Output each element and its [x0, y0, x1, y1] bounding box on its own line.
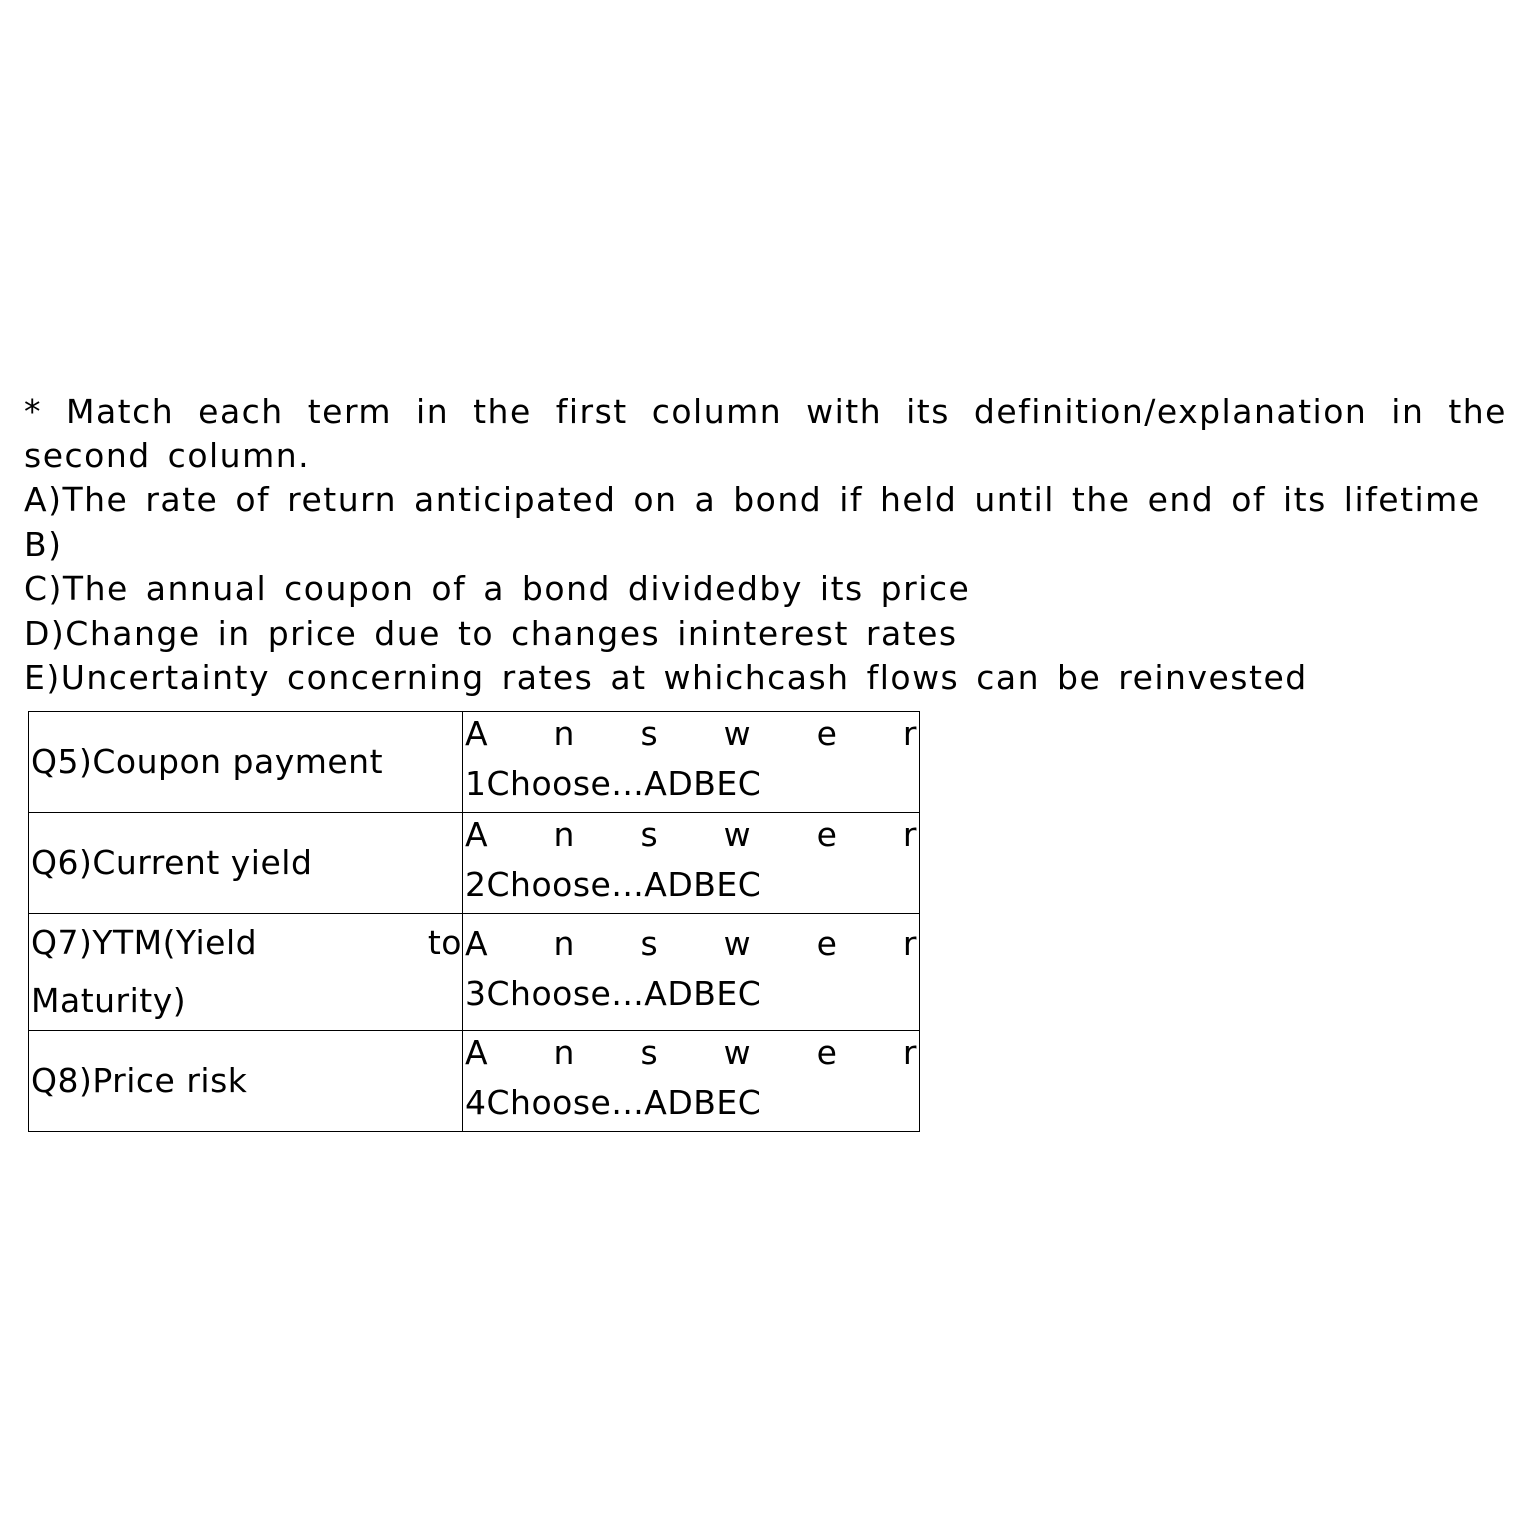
answer-cell[interactable] [463, 712, 920, 813]
answer-label: A n s w e r [465, 1033, 917, 1072]
term-cell [29, 914, 463, 1031]
answer-select[interactable]: 2Choose...ADBEC [465, 865, 762, 904]
answer-select[interactable]: 4Choose...ADBEC [465, 1083, 762, 1122]
table-row-q8 [29, 1031, 920, 1132]
table-row-q6 [29, 813, 920, 914]
answer-cell[interactable] [463, 914, 920, 1031]
document-body [24, 390, 1507, 701]
term-label: Q7)YTM(Yield to Maturity) [31, 923, 462, 1020]
option-a: A)The rate of return anticipated on a bond if held until the end of its lifetime [24, 480, 1481, 519]
answer-cell[interactable] [463, 1031, 920, 1132]
term-cell [29, 1031, 463, 1132]
answer-select[interactable]: 1Choose...ADBEC [465, 764, 762, 803]
term-cell [29, 813, 463, 914]
answer-select[interactable]: 3Choose...ADBEC [465, 974, 762, 1013]
term-label: Q8)Price risk [31, 1061, 248, 1100]
term-cell [29, 712, 463, 813]
instruction-text: * Match each term in the first column with its definition/explanation in the second column. [24, 392, 1507, 475]
table-row-q7 [29, 914, 920, 1031]
answer-label: A n s w e r [465, 924, 917, 963]
answer-label: A n s w e r [465, 815, 917, 854]
term-label: Q5)Coupon payment [31, 742, 384, 781]
matching-table [28, 711, 920, 1132]
option-c: C)The annual coupon of a bond dividedby its price [24, 569, 971, 608]
table-row-q5 [29, 712, 920, 813]
answer-cell[interactable] [463, 813, 920, 914]
option-b: B) [24, 524, 63, 564]
answer-label: A n s w e r [465, 714, 917, 753]
term-label: Q6)Current yield [31, 843, 313, 882]
option-e: E)Uncertainty concerning rates at whichcash flows can be reinvested [24, 658, 1308, 697]
option-d: D)Change in price due to changes ininterest rates [24, 613, 958, 653]
